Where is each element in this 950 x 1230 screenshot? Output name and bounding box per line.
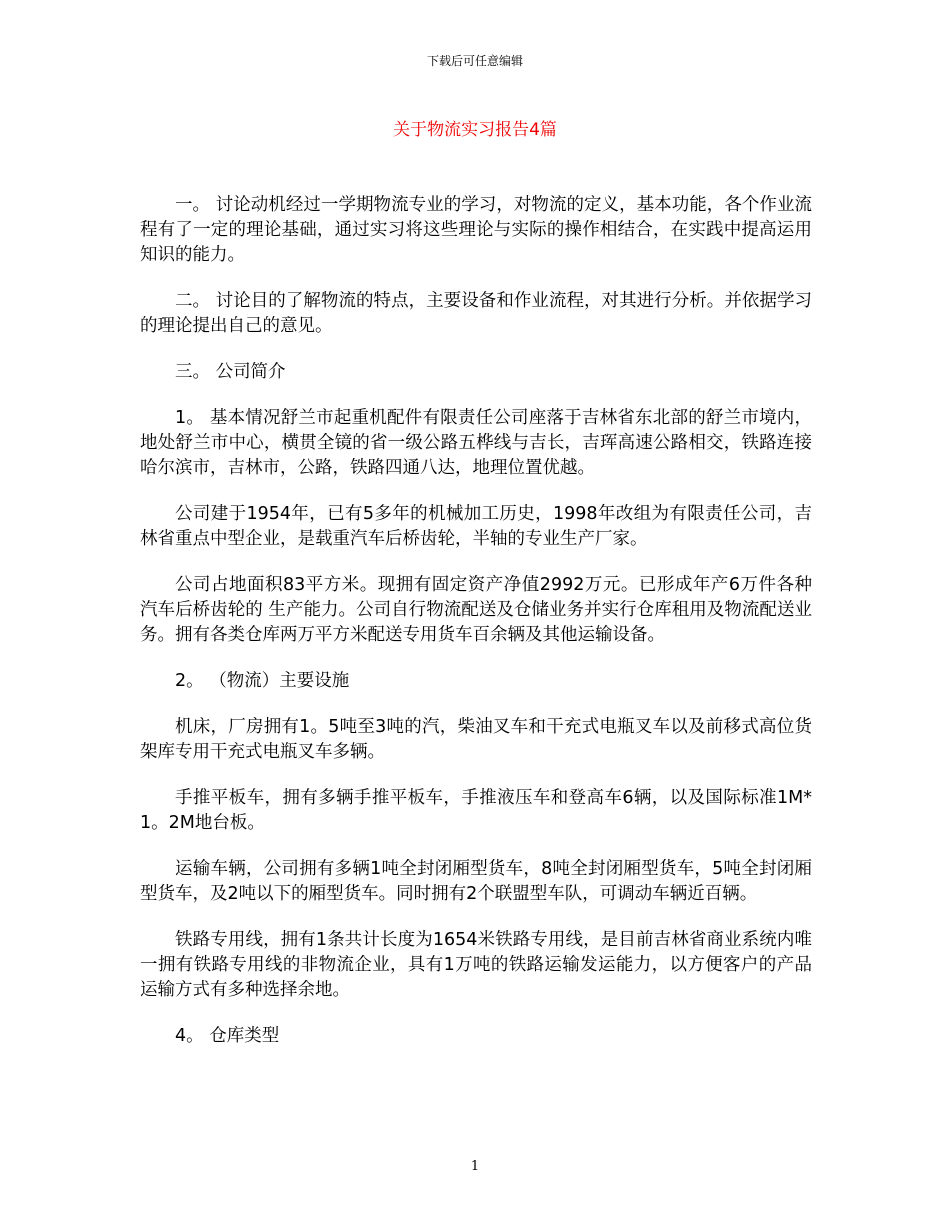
document-title: 关于物流实习报告4篇 — [393, 120, 557, 140]
paragraph-company-history: 公司建于1954年，已有5多年的机械加工历史，1998年改组为有限责任公司，吉林省重点中型企业，是载重汽车后桥齿轮，半轴的专业生产厂家。 — [140, 504, 812, 549]
page-number: 1 — [470, 1159, 480, 1174]
heading-main-facilities: 2。 （物流）主要设施 — [175, 671, 350, 691]
paragraph-section-2: 二。 讨论目的了解物流的特点，主要设备和作业流程，对其进行分析。并依据学习的理论提出自己的意见。 — [140, 291, 812, 336]
paragraph-section-1: 一。 讨论动机经过一学期物流专业的学习，对物流的定义，基本功能，各个作业流程有了一定的理论基础，通过实习将这些理论与实际的操作相结合，在实践中提高运用知识的能力。 — [140, 195, 812, 265]
paragraph-railway-line: 铁路专用线，拥有1条共计长度为1654米铁路专用线，是目前吉林省商业系统内唯一拥有铁路专用线的非物流企业，具有1万吨的铁路运输发运能力，以方便客户的产品运输方式有多种选择余地。 — [140, 930, 812, 1000]
paragraph-company-assets: 公司占地面积83平方米。现拥有固定资产净值2992万元。已形成年产6万件各种汽车后桥齿轮的 生产能力。公司自行物流配送及仓储业务并实行仓库租用及物流配送业务。拥有各类仓库两万平方米配送专用货车百余辆及其他运输设备。 — [140, 575, 812, 645]
paragraph-forklifts: 机床，厂房拥有1。5吨至3吨的汽，柴油叉车和干充式电瓶叉车以及前移式高位货架库专用干充式电瓶叉车多辆。 — [140, 717, 812, 762]
paragraph-basic-info: 1。 基本情况舒兰市起重机配件有限责任公司座落于吉林省东北部的舒兰市境内，地处舒兰市中心，横贯全镜的省一级公路五桦线与吉长，吉珲高速公路相交，铁路连接哈尔滨市，吉林市，公路，铁路四通八达，地理位置优越。 — [140, 408, 812, 478]
paragraph-transport-vehicles: 运输车辆，公司拥有多辆1吨全封闭厢型货车，8吨全封闭厢型货车，5吨全封闭厢型货车，及2吨以下的厢型货车。同时拥有2个联盟型车队，可调动车辆近百辆。 — [140, 859, 812, 904]
header-note: 下载后可任意编辑 — [426, 54, 523, 68]
paragraph-hand-carts: 手推平板车，拥有多辆手推平板车，手推液压车和登高车6辆，以及国际标准1M*1。2M地台板。 — [140, 788, 812, 833]
heading-company-intro: 三。 公司简介 — [175, 362, 286, 382]
heading-warehouse-types: 4。 仓库类型 — [175, 1026, 280, 1046]
document-body — [140, 193, 812, 1070]
